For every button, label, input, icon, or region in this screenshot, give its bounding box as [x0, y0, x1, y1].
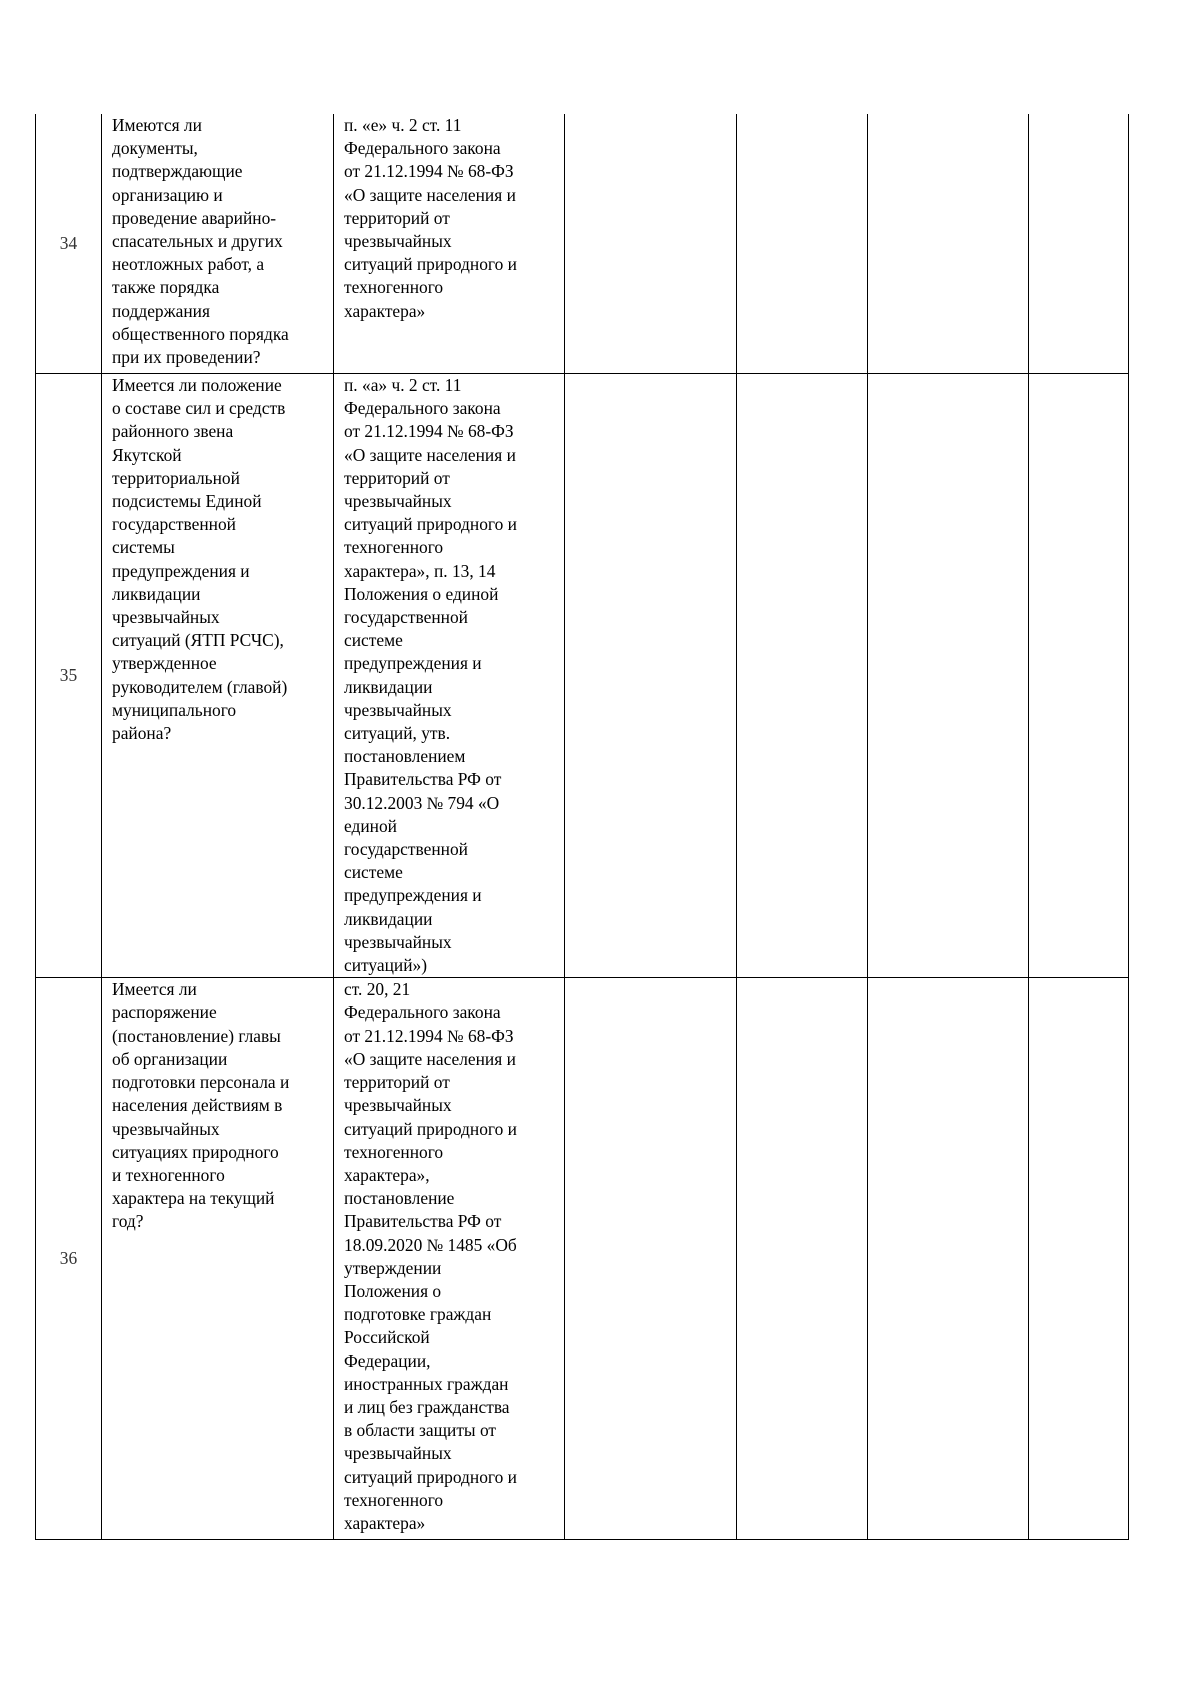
question-text: Имеются ли документы, подтверждающие организацию и проведение аварийно- спасательных и других неотложных работ, а также порядка поддержания общественного порядка при их проведении? [112, 115, 289, 368]
table-row [36, 978, 1129, 1540]
question-cell [102, 978, 334, 1540]
question-cell [102, 374, 334, 978]
answer-yes-cell [565, 374, 737, 978]
legal-reference-cell [334, 114, 565, 374]
table-row [36, 374, 1129, 978]
legal-reference-text: п. «е» ч. 2 ст. 11 Федерального закона от 21.12.1994 № 68-ФЗ «О защите населения и территорий от чрезвычайных ситуаций природного и техногенного характера» [344, 115, 517, 321]
note-cell [1029, 374, 1129, 978]
answer-na-cell [868, 374, 1029, 978]
legal-reference-text: п. «а» ч. 2 ст. 11 Федерального закона от 21.12.1994 № 68-ФЗ «О защите населения и территорий от чрезвычайных ситуаций природного и техногенного характера», п. 13, 14 Положения о единой государственной системе предупреждения и ликвидации чрезвычайных ситуаций, утв. постановлением Правительства РФ от 30.12.2003 № 794 «О единой государственной системе предупреждения и ликвидации чрезвычайных ситуаций») [344, 375, 517, 976]
note-cell [1029, 978, 1129, 1540]
answer-na-cell [868, 978, 1029, 1540]
answer-no-cell [737, 978, 868, 1540]
row-number: 34 [36, 114, 102, 374]
row-number: 36 [36, 978, 102, 1540]
row-number: 35 [36, 374, 102, 978]
legal-reference-cell [334, 978, 565, 1540]
question-cell [102, 114, 334, 374]
legal-reference-text: ст. 20, 21 Федерального закона от 21.12.1994 № 68-ФЗ «О защите населения и территорий от чрезвычайных ситуаций природного и техногенного характера», постановление Правительства РФ от 18.09.2020 № 1485 «Об утверждении Положения о подготовке граждан Российской Федерации, иностранных граждан и лиц без гражданства в области защиты от чрезвычайных ситуаций природного и техногенного характера» [344, 979, 517, 1533]
answer-yes-cell [565, 114, 737, 374]
question-text: Имеется ли распоряжение (постановление) главы об организации подготовки персонала и населения действиям в чрезвычайных ситуациях природного и техногенного характера на текущий год? [112, 979, 290, 1232]
answer-yes-cell [565, 978, 737, 1540]
legal-reference-cell [334, 374, 565, 978]
answer-no-cell [737, 374, 868, 978]
question-text: Имеется ли положение о составе сил и средств районного звена Якутской территориальной подсистемы Единой государственной системы предупреждения и ликвидации чрезвычайных ситуаций (ЯТП РСЧС), утвержденное руководителем (главой) муниципального района? [112, 375, 288, 744]
answer-na-cell [868, 114, 1029, 374]
checklist-table [35, 114, 1129, 1540]
note-cell [1029, 114, 1129, 374]
answer-no-cell [737, 114, 868, 374]
table-row [36, 114, 1129, 374]
